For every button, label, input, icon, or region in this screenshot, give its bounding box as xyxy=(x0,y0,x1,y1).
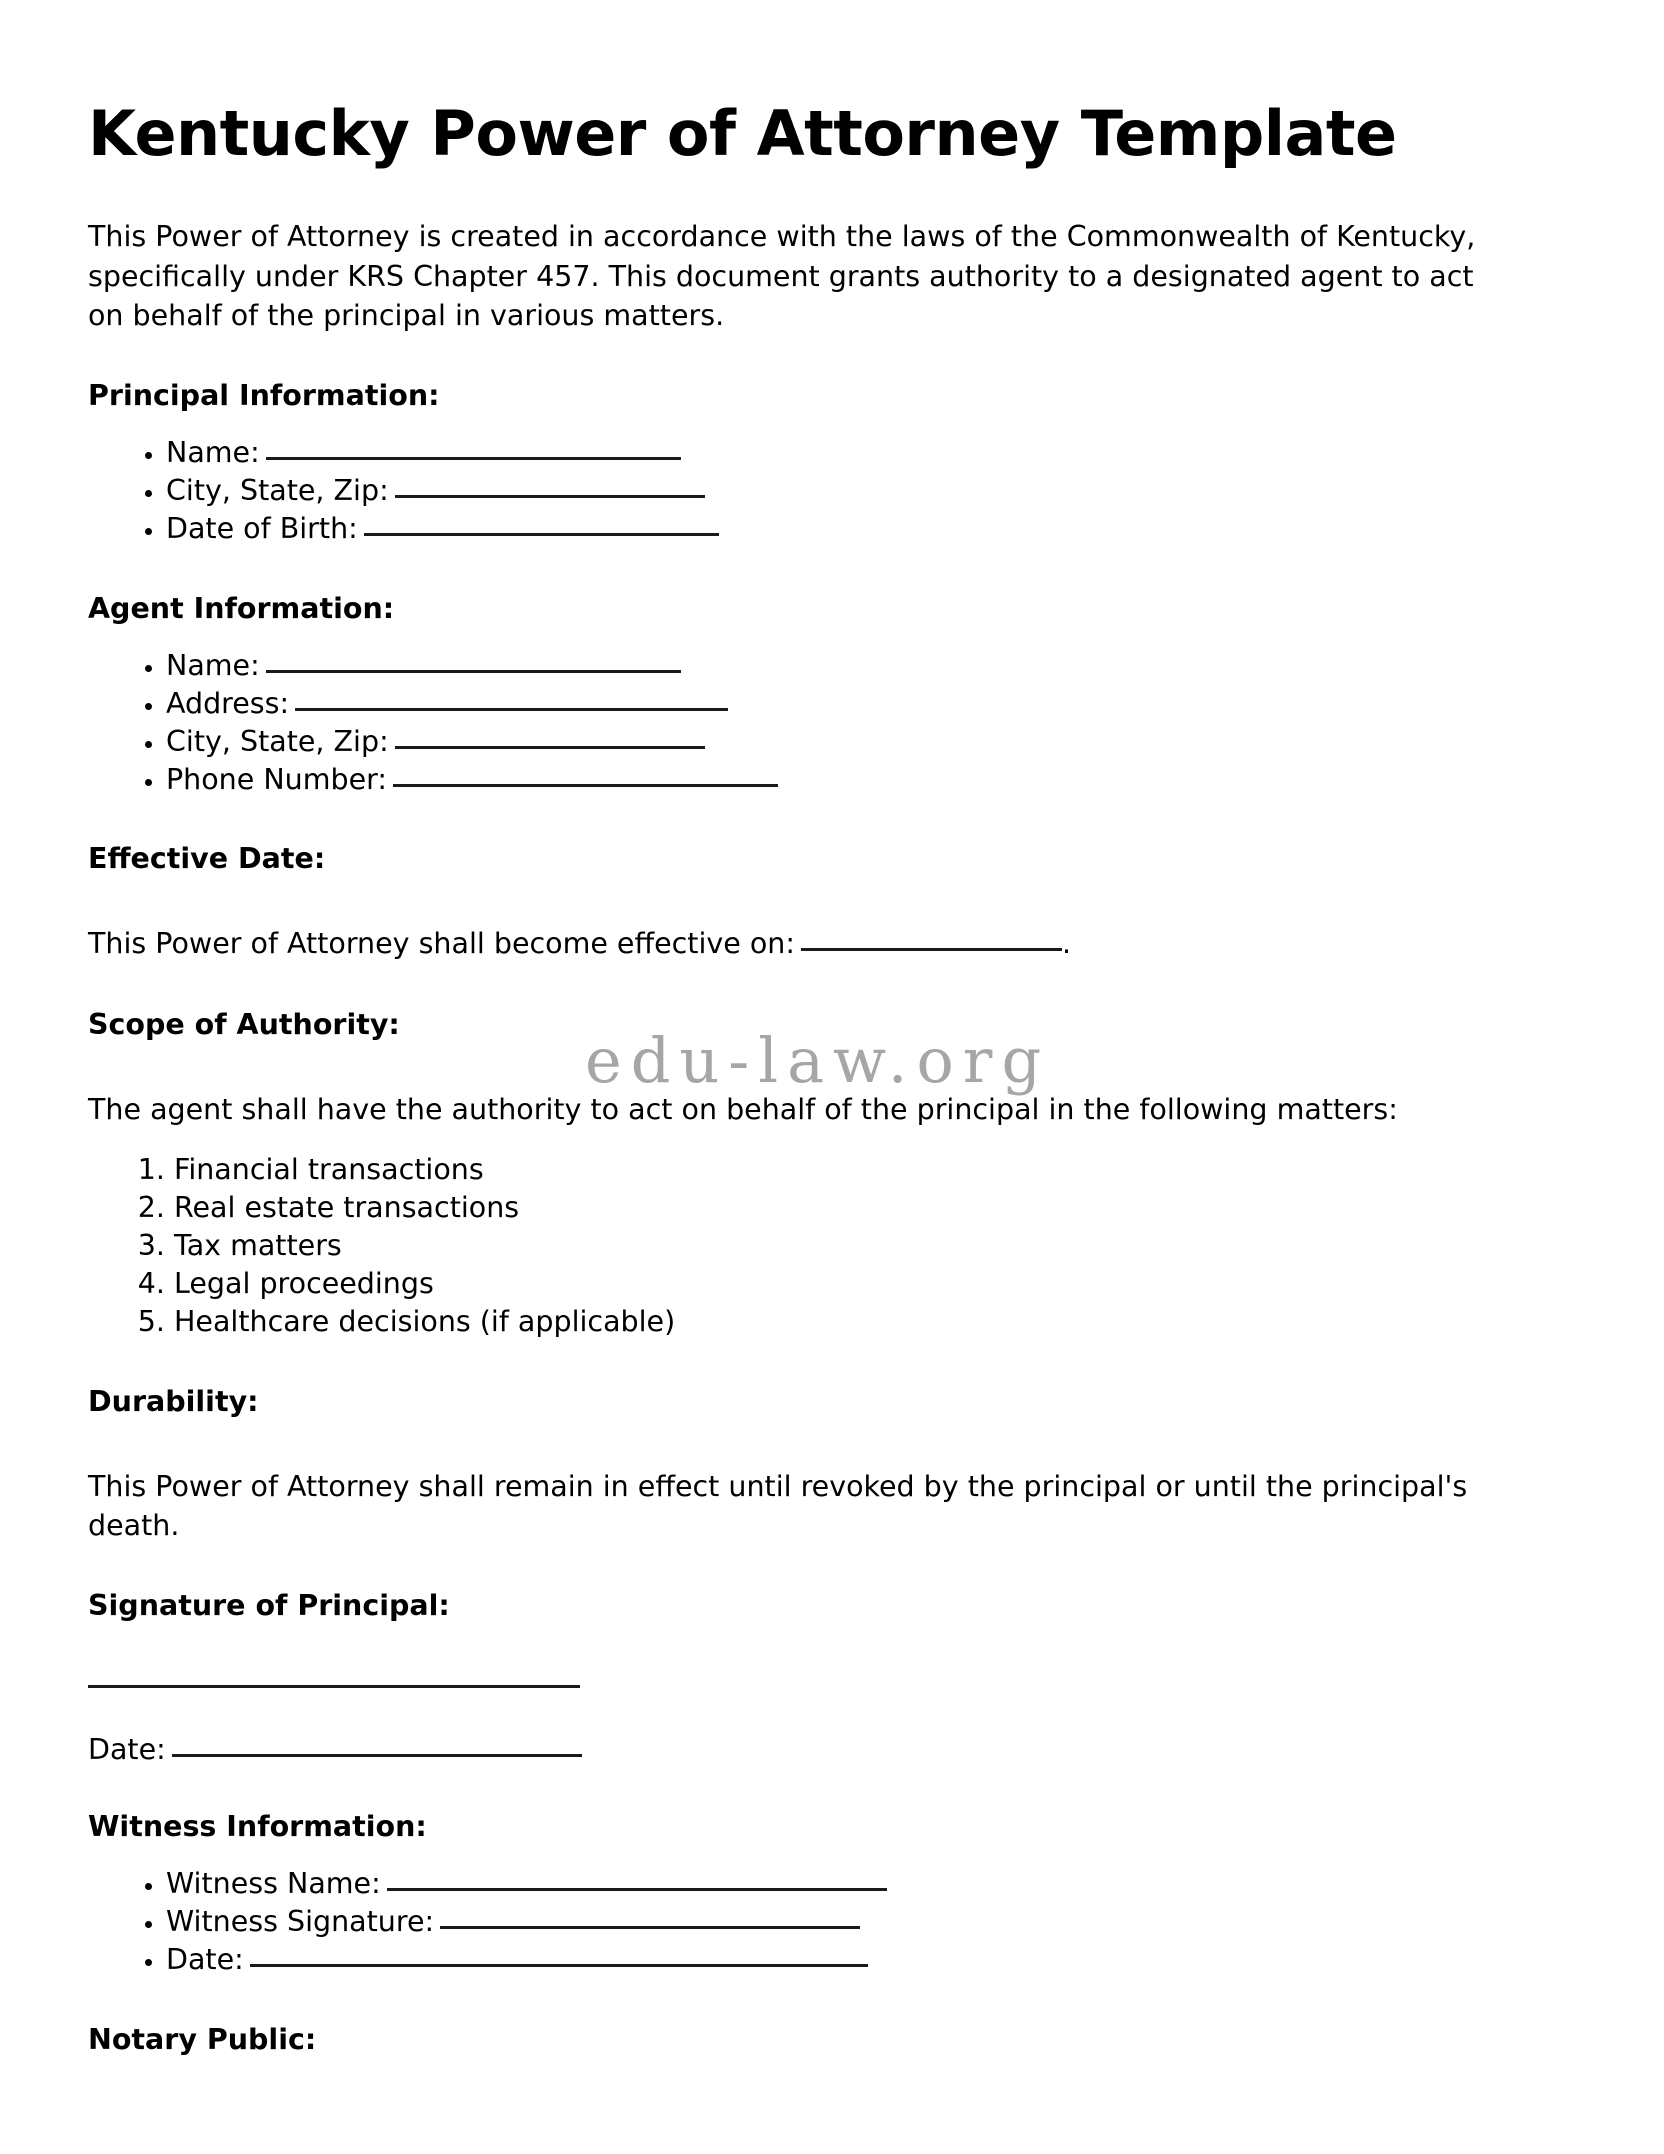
field-label: Witness Signature: xyxy=(166,1905,435,1939)
fill-in-blank[interactable] xyxy=(395,746,705,749)
witness-information-list xyxy=(88,1865,1498,1979)
list-item xyxy=(166,510,1498,548)
fill-in-blank[interactable] xyxy=(172,1754,582,1757)
list-item xyxy=(166,1941,1498,1979)
fill-in-blank[interactable] xyxy=(440,1926,860,1929)
scope-intro-paragraph: The agent shall have the authority to act on behalf of the principal in the following matters: xyxy=(88,1092,1398,1126)
section-heading-agent-information: Agent Information: xyxy=(88,591,395,625)
list-item xyxy=(166,1865,1498,1903)
effective-date-period: . xyxy=(1061,927,1072,961)
field-label: City, State, Zip: xyxy=(166,474,389,508)
field-label: City, State, Zip: xyxy=(166,724,389,758)
list-item xyxy=(166,472,1498,510)
section-heading-scope-of-authority: Scope of Authority: xyxy=(88,1007,400,1041)
watermark-text: edu-law.org xyxy=(585,1024,1051,1097)
section-heading-effective-date: Effective Date: xyxy=(88,842,326,876)
principal-signature-line[interactable] xyxy=(88,1685,580,1688)
scope-of-authority-list xyxy=(88,1151,1498,1340)
durability-paragraph: This Power of Attorney shall remain in effect until revoked by the principal or until the principal's death. xyxy=(88,1469,1468,1542)
list-item xyxy=(166,761,1498,799)
effective-date-text: This Power of Attorney shall become effective on: xyxy=(88,927,795,961)
effective-date-paragraph xyxy=(88,924,1498,963)
document-content xyxy=(88,0,1498,2056)
fill-in-blank[interactable] xyxy=(364,533,719,536)
field-label: Phone Number: xyxy=(166,762,387,796)
fill-in-blank[interactable] xyxy=(801,948,1062,951)
section-heading-signature-of-principal: Signature of Principal: xyxy=(88,1589,450,1623)
field-label: Date: xyxy=(88,1733,166,1767)
field-label: Date: xyxy=(166,1942,244,1976)
field-label: Name: xyxy=(166,436,260,470)
list-item: 2. Real estate transactions xyxy=(174,1189,1498,1227)
fill-in-blank[interactable] xyxy=(295,708,728,711)
list-item xyxy=(166,647,1498,685)
list-item: 3. Tax matters xyxy=(174,1227,1498,1265)
list-item xyxy=(166,1903,1498,1941)
principal-information-list xyxy=(88,434,1498,548)
field-label: Date of Birth: xyxy=(166,511,358,545)
page-title: Kentucky Power of Attorney Template xyxy=(88,97,1397,170)
field-label: Witness Name: xyxy=(166,1867,381,1901)
fill-in-blank[interactable] xyxy=(387,1888,887,1891)
section-heading-notary-public: Notary Public: xyxy=(88,2022,317,2056)
section-heading-durability: Durability: xyxy=(88,1384,259,1418)
list-item: 1. Financial transactions xyxy=(174,1151,1498,1189)
agent-information-list xyxy=(88,647,1498,799)
fill-in-blank[interactable] xyxy=(266,457,681,460)
section-heading-principal-information: Principal Information: xyxy=(88,379,440,413)
list-item: 4. Legal proceedings xyxy=(174,1265,1498,1303)
section-heading-witness-information: Witness Information: xyxy=(88,1810,427,1844)
list-item xyxy=(166,685,1498,723)
field-label: Address: xyxy=(166,686,290,720)
intro-paragraph: This Power of Attorney is created in accordance with the laws of the Commonwealth of Kentucky, specifically under KRS Chapter 457. This document grants authority to a designated agent to act on behalf of the principal in various matters. xyxy=(88,220,1476,332)
fill-in-blank[interactable] xyxy=(395,495,705,498)
list-item: 5. Healthcare decisions (if applicable) xyxy=(174,1303,1498,1341)
principal-date-line xyxy=(88,1733,1498,1766)
fill-in-blank[interactable] xyxy=(266,670,681,673)
field-label: Name: xyxy=(166,648,260,682)
list-item xyxy=(166,723,1498,761)
fill-in-blank[interactable] xyxy=(250,1964,868,1967)
list-item xyxy=(166,434,1498,472)
fill-in-blank[interactable] xyxy=(393,784,778,787)
